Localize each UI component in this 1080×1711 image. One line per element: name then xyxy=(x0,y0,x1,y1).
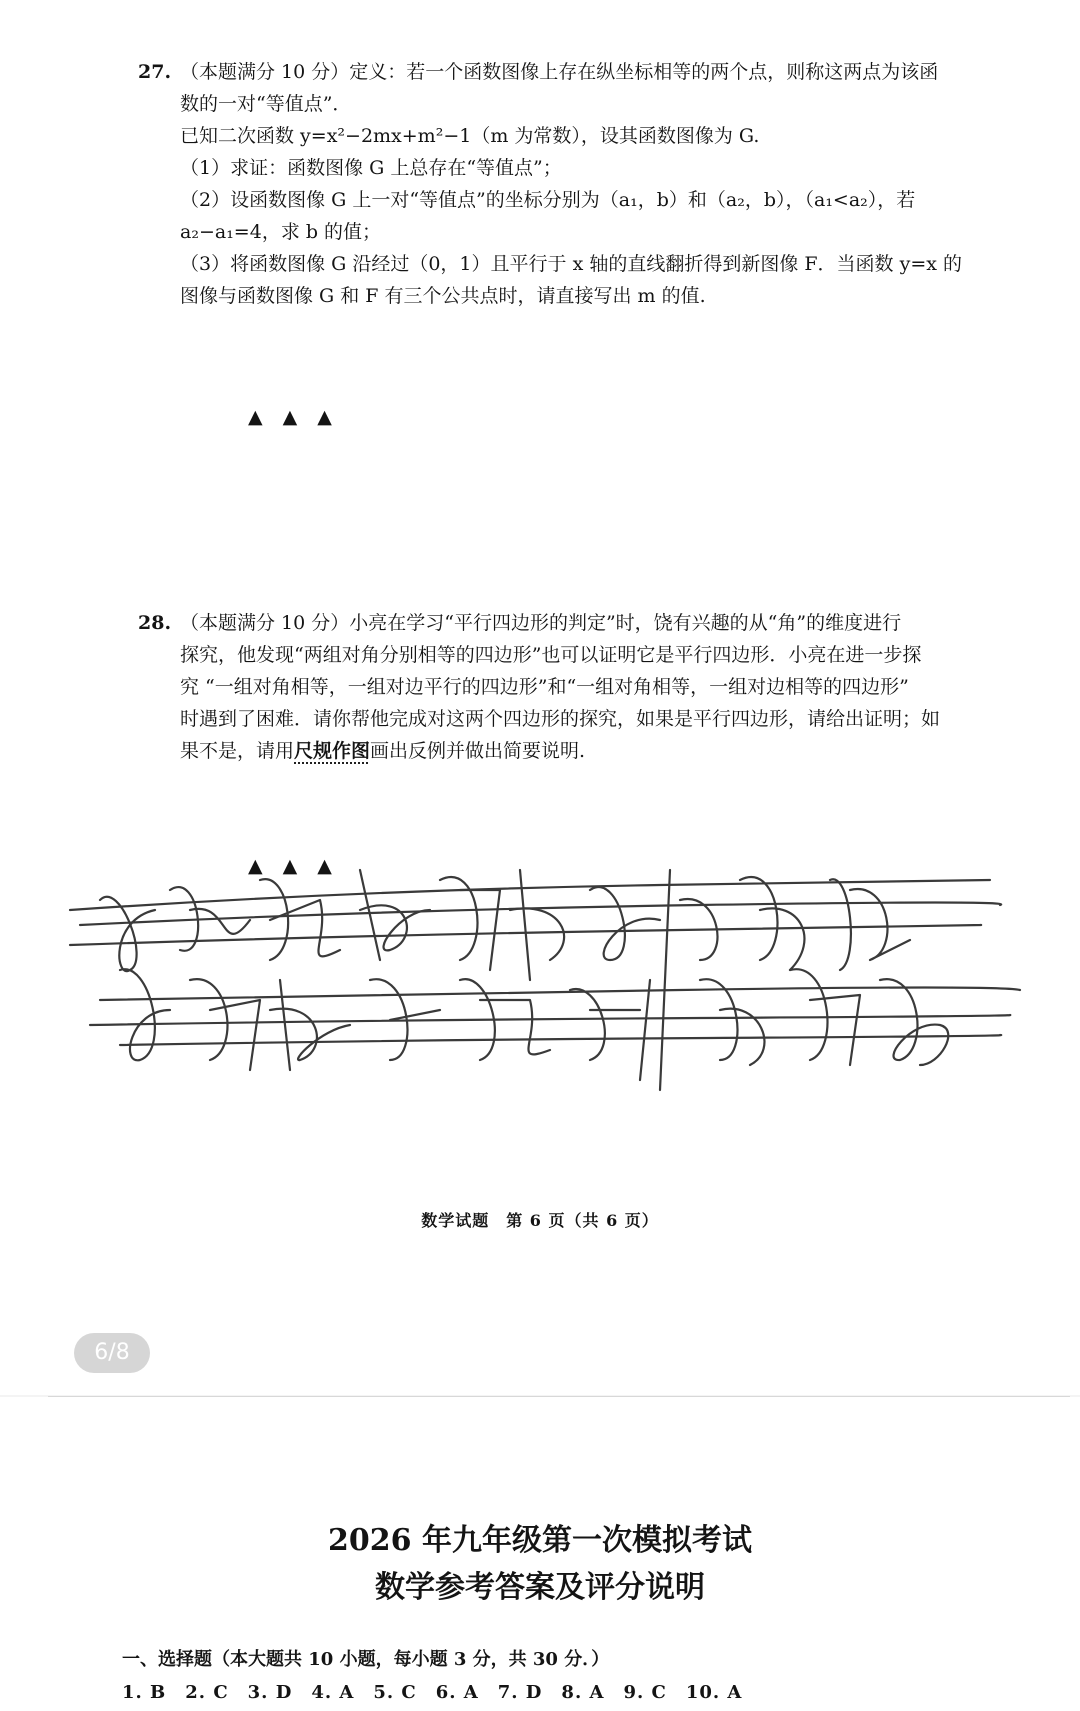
q27-line: 数的一对“等值点”． xyxy=(180,93,352,115)
q27-line: （本题满分 10 分）定义：若一个函数图像上存在纵坐标相等的两个点，则称这两点为该函 xyxy=(180,61,939,83)
q27-line: 已知二次函数 y=x²−2mx+m²−1（m 为常数），设其函数图像为 G. xyxy=(180,125,760,147)
end-marks: ▲▲▲ xyxy=(248,406,352,428)
page-footer: 数学试题 第 6 页（共 6 页） xyxy=(421,1211,659,1230)
q28-last-before: 果不是，请用 xyxy=(180,740,295,762)
answer-key-title: 2026 年九年级第一次模拟考试 xyxy=(328,1523,752,1558)
q28-line xyxy=(180,735,938,767)
section-heading: 一、选择题（本大题共 10 小题，每小题 3 分，共 30 分．） xyxy=(122,1649,610,1670)
page-indicator[interactable]: 6/8 xyxy=(74,1333,150,1373)
question-28 xyxy=(138,607,941,767)
q27-line: 图像与函数图像 G 和 F 有三个公共点时，请直接写出 m 的值. xyxy=(180,285,706,307)
handwritten-scribble xyxy=(60,850,1040,1100)
answer-key-subtitle: 数学参考答案及评分说明 xyxy=(375,1570,705,1605)
emphasis-text: 尺规作图 xyxy=(294,740,371,762)
q28-line: （本题满分 10 分）小亮在学习“平行四边形的判定”时，饶有兴趣的从“角”的维度进行 xyxy=(180,612,902,634)
q28-line: 究 “一组对角相等，一组对边平行的四边形”和“一组对角相等，一组对边相等的四边形” xyxy=(180,676,909,698)
question-number: 27. xyxy=(138,61,172,83)
q28-line: 探究，他发现“两组对角分别相等的四边形”也可以证明它是平行四边形．小亮在进一步探 xyxy=(180,644,922,666)
q27-line: a₂−a₁=4，求 b 的值； xyxy=(180,221,382,243)
q27-line: （2）设函数图像 G 上一对“等值点”的坐标分别为（a₁，b）和（a₂，b），（a₁<a₂），若 xyxy=(180,189,916,211)
q28-last-after: 画出反例并做出简要说明. xyxy=(370,740,586,762)
answers-row: 1. B 2. C 3. D 4. A 5. C 6. A 7. D 8. A 9. C 10. A xyxy=(122,1682,743,1703)
question-27 xyxy=(138,56,962,312)
end-marks: ▲▲▲ xyxy=(248,855,352,877)
q27-line: （1）求证：函数图像 G 上总存在“等值点”； xyxy=(180,157,562,179)
question-number: 28. xyxy=(138,612,172,634)
q28-line: 时遇到了困难．请你帮他完成对这两个四边形的探究，如果是平行四边形，请给出证明；如 xyxy=(180,708,941,730)
q27-line: （3）将函数图像 G 沿经过（0，1）且平行于 x 轴的直线翻折得到新图像 F．当函数 y=x 的 xyxy=(180,253,962,275)
